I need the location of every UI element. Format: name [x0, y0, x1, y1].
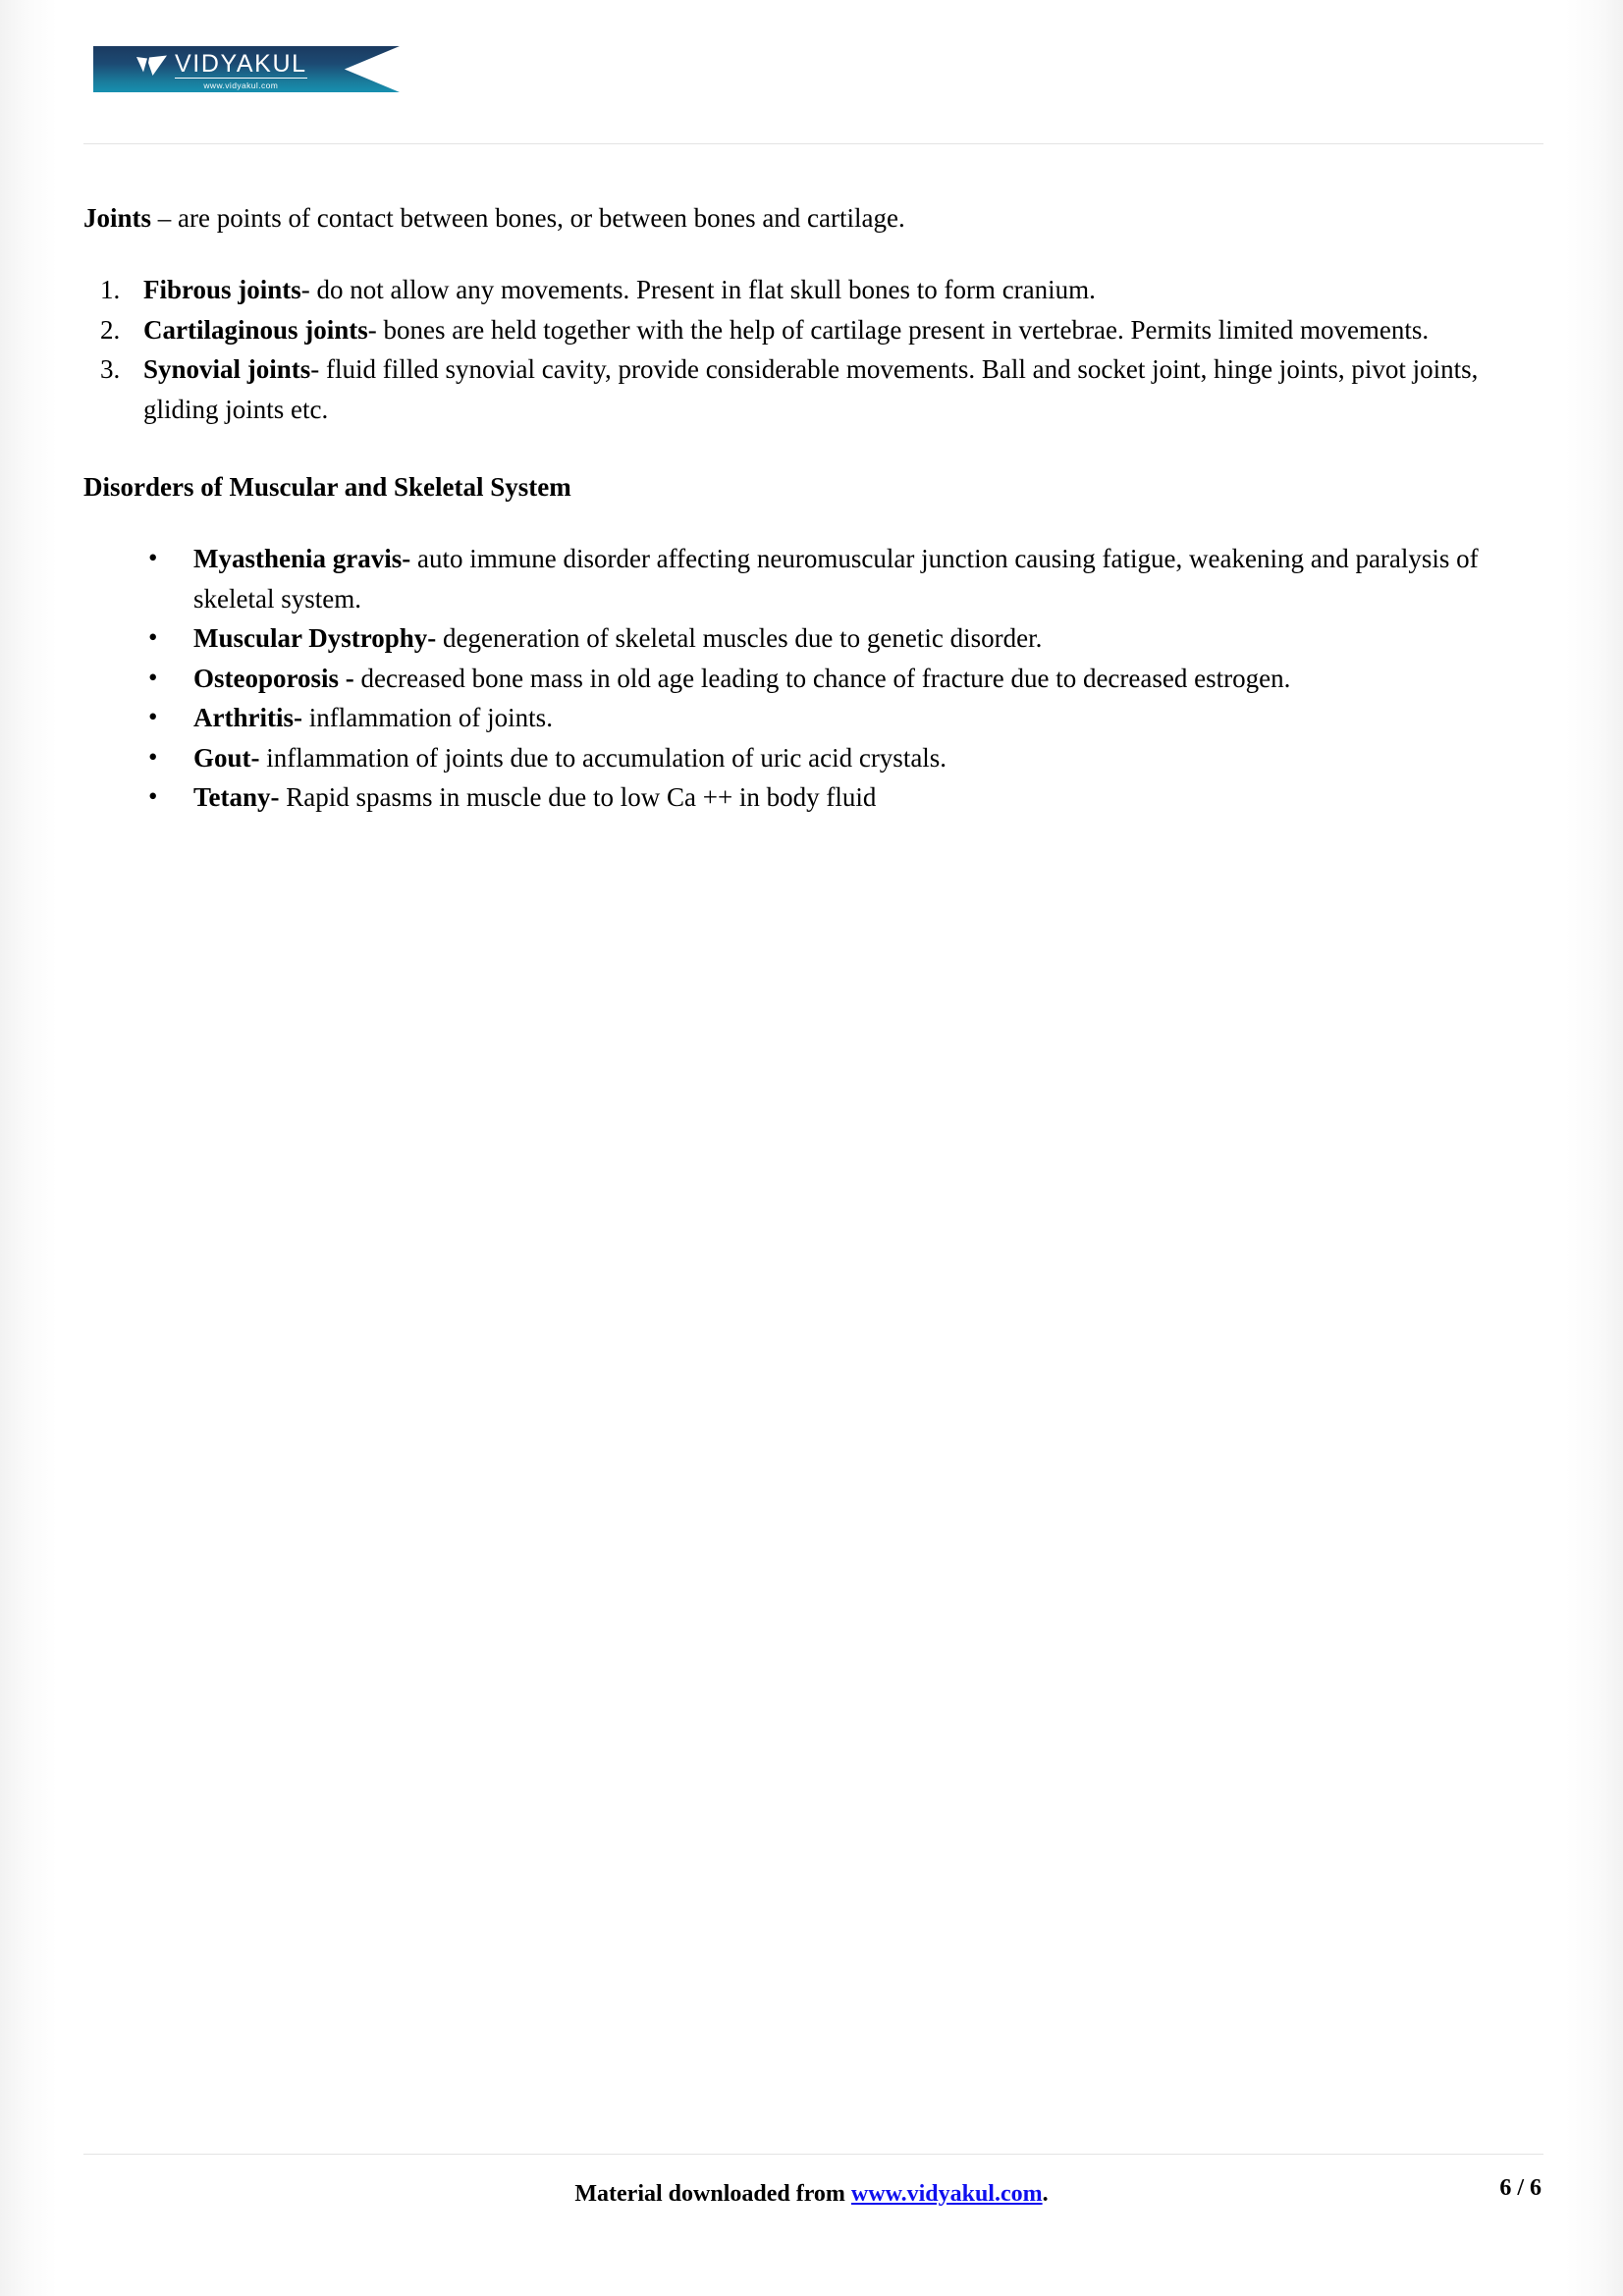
list-item-text: auto immune disorder affecting neuromuscular junction causing fatigue, weakening and paralysis of skeletal system.: [193, 544, 1479, 614]
list-item-term: Fibrous joints: [143, 275, 301, 304]
logo-brand-text: VIDYAKUL: [175, 50, 307, 78]
document-body: [83, 192, 1543, 818]
list-item-term: Osteoporosis -: [193, 663, 354, 693]
page-left-edge-shading: [0, 0, 57, 2296]
list-item-text: inflammation of joints.: [301, 703, 553, 732]
list-item: [83, 659, 1543, 699]
list-item-text: - bones are held together with the help of cartilage present in vertebrae. Permits limited movements.: [367, 314, 1430, 345]
list-item-text: - do not allow any movements. Present in flat skull bones to form cranium.: [300, 275, 1096, 304]
list-item-term: Muscular Dystrophy-: [193, 623, 437, 653]
page-header: [0, 0, 1623, 147]
list-item-term: Synovial joints: [143, 354, 311, 384]
disorders-list: [83, 539, 1543, 818]
list-item: [83, 310, 1543, 350]
page-right-edge-shading: [1566, 0, 1623, 2296]
page-footer: [0, 2154, 1623, 2271]
list-item: [83, 738, 1543, 778]
vidyakul-logo: [93, 46, 400, 92]
list-item-term: Tetany-: [193, 782, 280, 812]
joint-types-list: [83, 270, 1543, 429]
footer-suffix-text: .: [1042, 2181, 1049, 2207]
footer-divider: [83, 2154, 1543, 2155]
header-divider: [83, 143, 1543, 144]
list-item-text: inflammation of joints due to accumulation of uric acid crystals.: [259, 742, 947, 773]
list-item-text: degeneration of skeletal muscles due to genetic disorder.: [436, 623, 1043, 653]
list-item: [83, 349, 1543, 429]
list-item: [83, 698, 1543, 738]
list-item: [83, 539, 1543, 618]
list-item: [83, 777, 1543, 818]
list-item: [83, 618, 1543, 659]
logo-text-block: [175, 52, 307, 91]
footer-prefix-text: Material downloaded from: [574, 2181, 851, 2207]
list-item-term: Cartilaginous joints: [143, 314, 368, 345]
list-item: [83, 270, 1543, 310]
list-item-text: Rapid spasms in muscle due to low Ca ++ in body fluid: [279, 782, 877, 812]
list-item-text: decreased bone mass in old age leading to chance of fracture due to decreased estrogen.: [353, 663, 1291, 693]
page-number: 6 / 6: [1499, 2175, 1542, 2201]
logo-content: [136, 52, 307, 91]
section-heading-disorders: Disorders of Muscular and Skeletal System: [83, 472, 571, 502]
joints-definition-paragraph: [83, 192, 1543, 237]
list-item-term: Arthritis-: [193, 703, 302, 732]
joints-term: Joints: [83, 203, 152, 233]
list-item-text: - fluid filled synovial cavity, provide considerable movements. Ball and socket joint, hinge joints, pivot joints, gliding joints etc.: [143, 354, 1479, 424]
joints-definition-text: – are points of contact between bones, or between bones and cartilage.: [151, 203, 905, 233]
logo-url-text: www.vidyakul.com: [203, 80, 279, 90]
list-item-term: Myasthenia gravis-: [193, 544, 411, 573]
footer-attribution: [0, 2179, 1623, 2209]
checkmark-swoosh-icon: [136, 55, 168, 77]
footer-website-link[interactable]: www.vidyakul.com: [850, 2181, 1043, 2207]
list-item-term: Gout-: [193, 742, 260, 773]
